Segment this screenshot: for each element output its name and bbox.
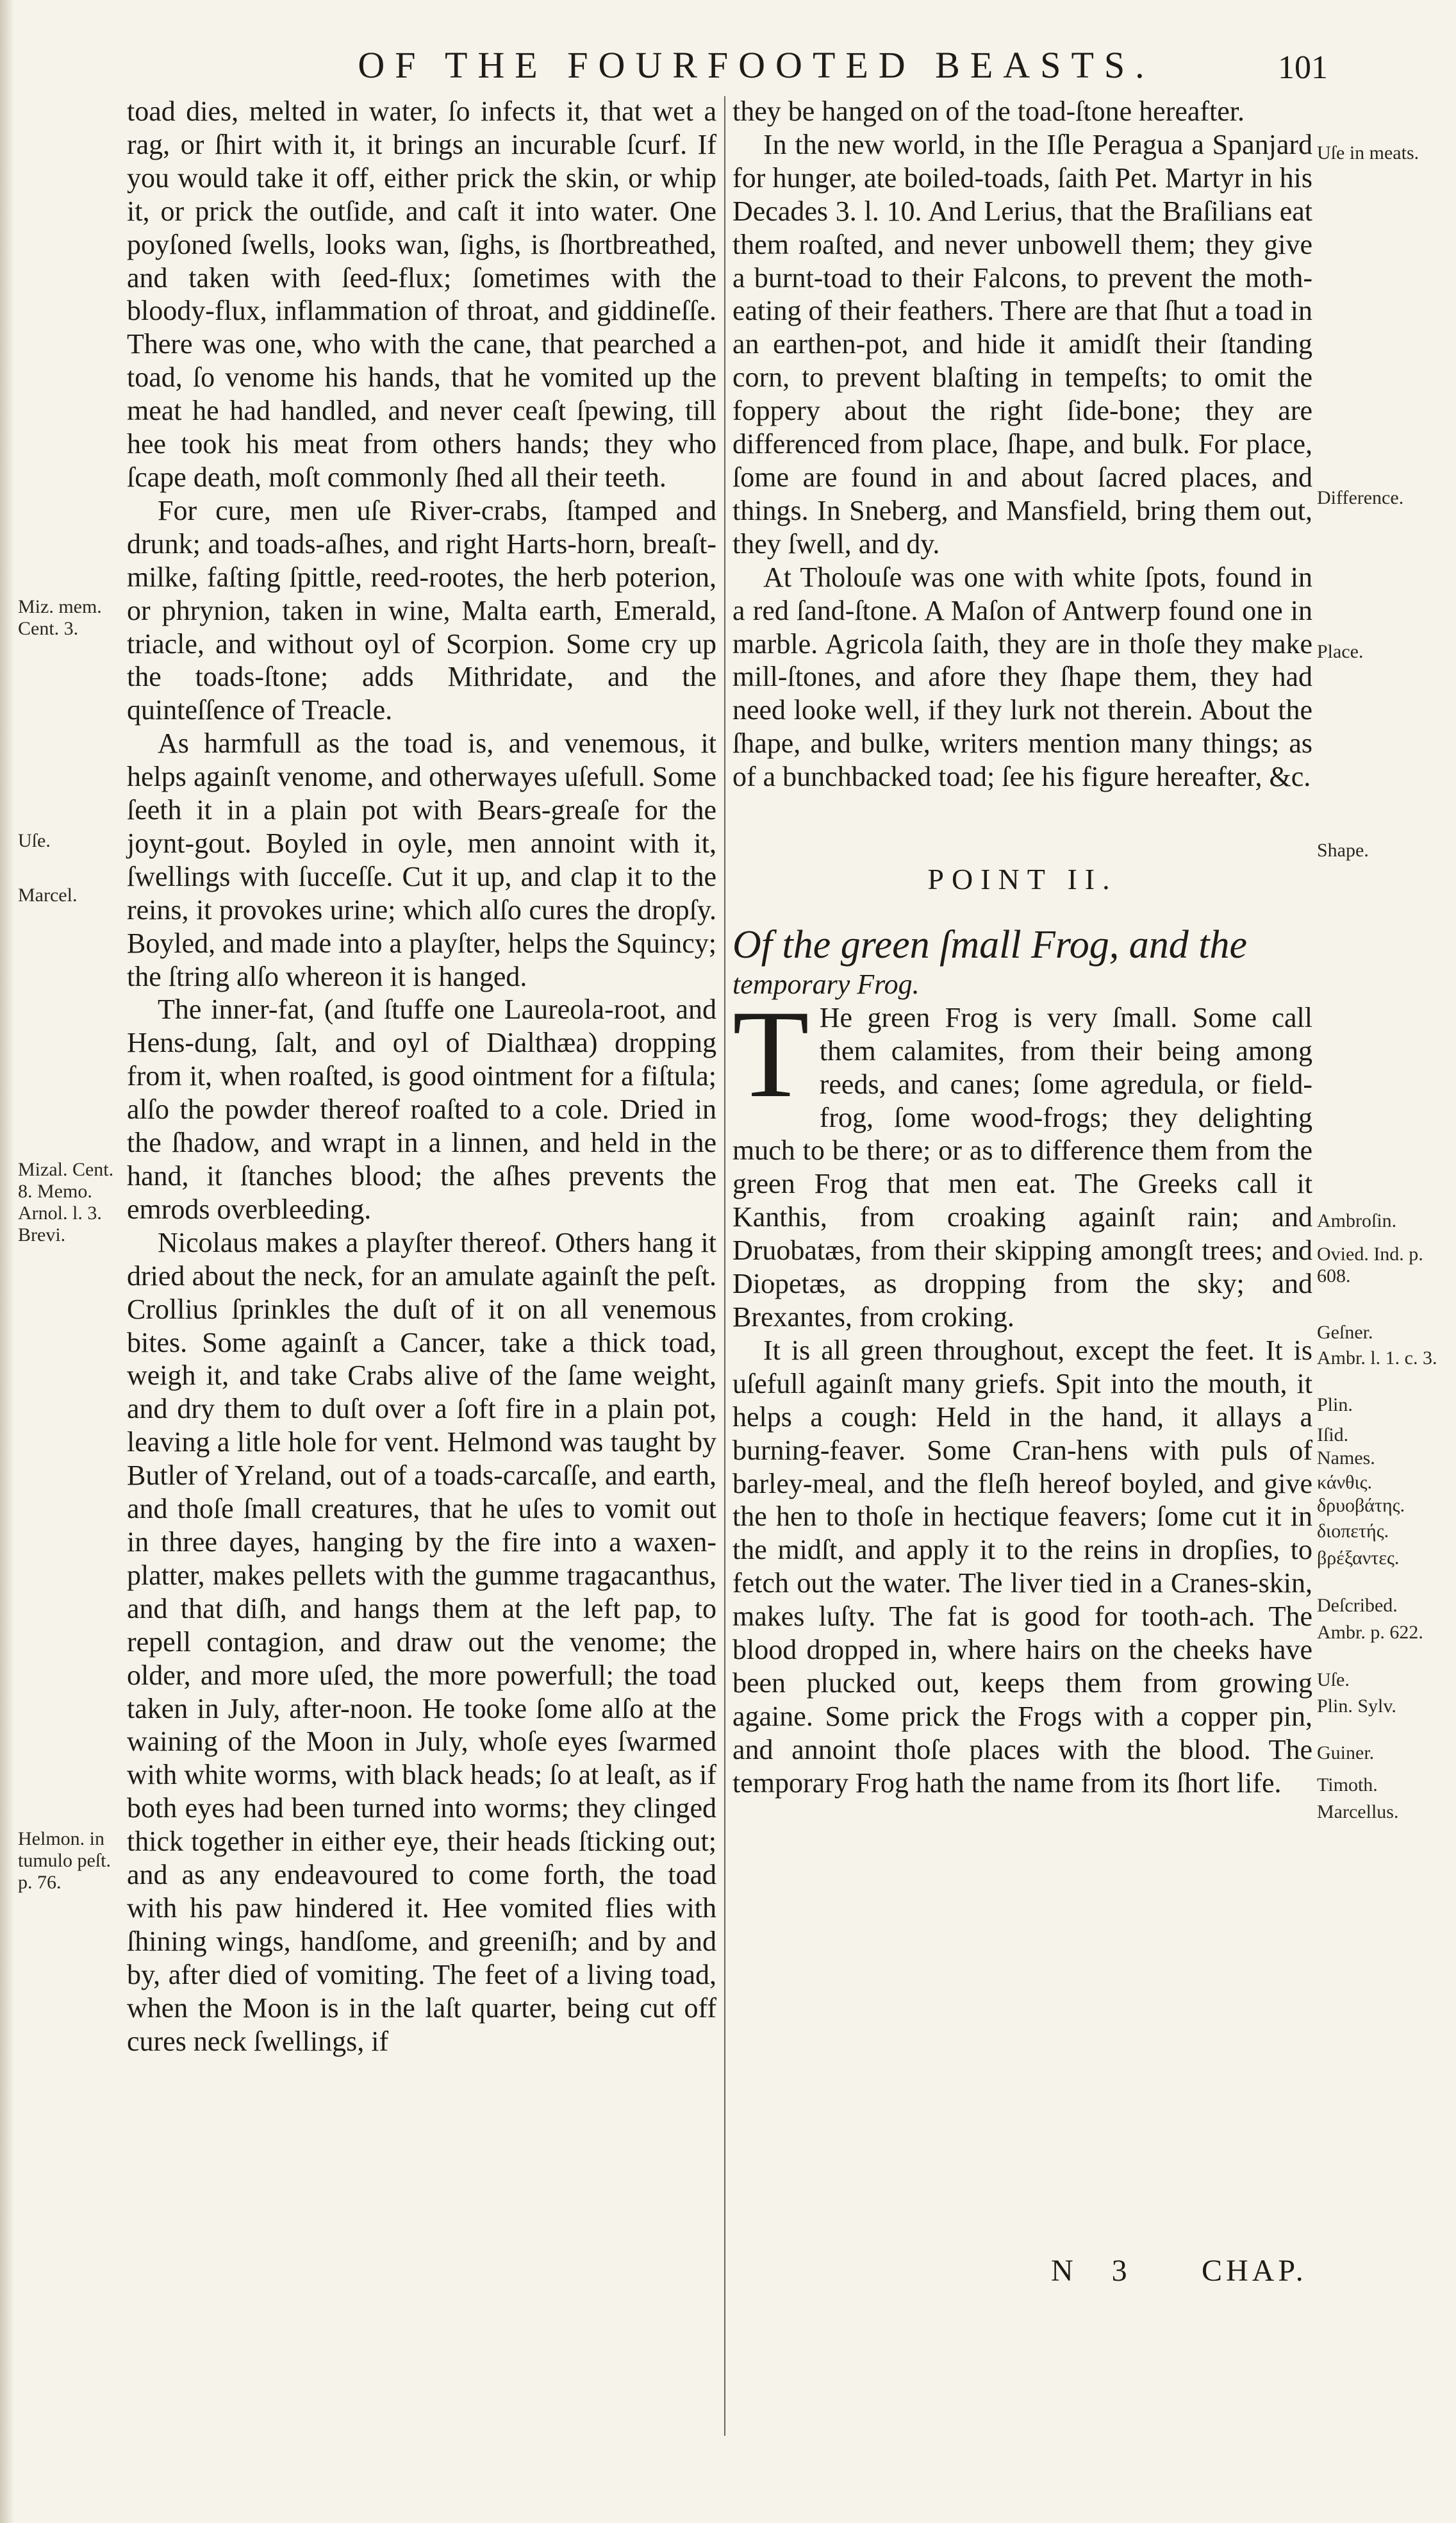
margin-note-right: Uſe.: [1317, 1669, 1350, 1690]
margin-note-right: Ambroſin.: [1317, 1210, 1397, 1231]
margin-note-right: Uſe in meats.: [1317, 142, 1419, 163]
margin-note-right: Geſner.: [1317, 1322, 1373, 1343]
page-spine-shadow: [0, 0, 14, 2523]
section-paragraph-text: He green Frog is very ſmall. Some call them calamites, from their being among reeds, and canes; ſome agredula, or field-frog, ſome wood-frogs; they delighting much to be there; or as to difference them from the green Frog that men eat. The Greeks call it Kanthis, from croaking againſt rain; and Druobatæs, from their skipping amongſt trees; and Diopetæs, as dropping from the sky; and Brexantes, from croking.: [732, 1001, 1312, 1333]
page-number: 101: [1278, 49, 1328, 86]
margin-note-right: Names.: [1317, 1447, 1375, 1469]
margin-note-right: Iſid.: [1317, 1424, 1349, 1445]
running-head: OF THE FOURFOOTED BEASTS.: [358, 44, 1155, 86]
paragraph: The inner-fat, (and ſtuffe one Laureola-root, and Hens-dung, ſalt, and oyl of Dialthæa) dropping from it, when roaſted, is good ointment for a fiſtula; alſo the powder thereof roaſted to a cole. Dried in the ſhadow, and wrapt in a linnen, and held in the hand, it ſtanches blood; the aſhes prevents the emrods overbleeding.: [127, 994, 716, 1225]
margin-note-right: Ambr. l. 1. c. 3.: [1317, 1347, 1437, 1369]
section-title: Of the green ſmall Frog, and the: [732, 922, 1248, 967]
paragraph: As harmfull as the toad is, and venemous, it helps againſt venome, and otherwayes uſefull. Some ſeeth it in a plain pot with Bears-greaſe for the joynt-gout. Boyled in oyle, men annoint with it, ſwellings with ſucceſſe. Cut it up, and clap it to the reins, it provokes urine; which alſo cures the dropſy. Boyled, and made into a playſter, helps the Squincy; the ſtring alſo whereon it is hanged.: [127, 728, 716, 992]
signature-mark: N 3: [1051, 2254, 1143, 2288]
margin-note-right: βρέξαντες.: [1317, 1547, 1400, 1569]
paragraph: At Tholouſe was one with white ſpots, found in a red ſand-ſtone. A Maſon of Antwerp found one in marble. Agricola ſaith, they are in thoſe they make mill-ſtones, and afore they ſhape them, they had need looke well, if they lurk not therein. About the ſhape, and bulke, writers mention many things; as of a bunchbacked toad; ſee his figure hereafter, &c.: [732, 561, 1312, 793]
right-column: [732, 95, 1312, 1800]
margin-note-right: Difference.: [1317, 487, 1404, 508]
margin-note-left: Marcel.: [18, 885, 78, 906]
margin-note-right: Marcellus.: [1317, 1801, 1399, 1822]
margin-note-right: Plin. Sylv.: [1317, 1695, 1396, 1717]
margin-note-right: δρυοβάτης.: [1317, 1495, 1405, 1516]
point-heading: POINT II.: [927, 863, 1118, 896]
column-divider: [724, 96, 725, 2436]
paragraph: Nicolaus makes a playſter thereof. Others hang it dried about the neck, for an amulate againſt the peſt. Crollius ſprinkles the duſt of it on all venemous bites. Some againſt a Cancer, take a thick toad, weigh it, and take Crabs alive of the ſame weight, and dry them to duſt over a ſoft fire in a plain pot, leaving a litle hole for vent. Helmond was taught by Butler of Yreland, out of a toads-carcaſſe, and earth, and thoſe ſmall creatures, that he uſes to vomit out in three dayes, hanging by the fire into a waxen-platter, makes pellets with the gumme tragacanthus, and that diſh, and hangs them at the left pap, to repell contagion, and draw out the venome; the older, and more uſed, the more powerfull; the toad taken in July, after-noon. He tooke ſome alſo at the waining of the Moon in July, whoſe eyes ſwarmed with white worms, with black heads; ſo at leaſt, as if both eyes had been turned into worms; they clinged thick together in either eye, their heads ſticking out; and as any endeavoured to come forth, the toad with his paw hindered it. Hee vomited flies with ſhining wings, handſome, and greeniſh; and by and by, after died of vomiting. The feet of a living toad, when the Moon is in the laſt quarter, being cut off cures neck ſwellings, if: [127, 1226, 716, 2057]
margin-note-left: Helmon. in tumulo peſt. p. 76.: [18, 1828, 111, 1893]
margin-note-right: Shape.: [1317, 840, 1369, 861]
margin-note-right: κάνθις.: [1317, 1472, 1372, 1493]
margin-note-left: Mizal. Cent. 8. Memo. Arnol. l. 3. Brevi.: [18, 1159, 114, 1245]
section-subtitle: temporary Frog.: [732, 968, 920, 1000]
drop-cap: T: [732, 984, 809, 1124]
margin-note-right: Guiner.: [1317, 1742, 1375, 1763]
paragraph: they be hanged on of the toad-ſtone hereafter.: [732, 96, 1245, 127]
section-paragraph: It is all green throughout, except the feet. It is uſefull againſt many griefs. Spit into the mouth, it helps a cough: Held in the hand, it allays a burning-feaver. Some Cran-hens with puls of barley-meal, and the fleſh hereof boyled, and give the hen to thoſe in hectique feavers; ſome cut it in the midſt, and apply it to the reins in dropſies, to fetch out the water. The liver tied in a Cranes-skin, makes luſty. The fat is good for tooth-ach. The blood dropped in, where hairs on the cheeks have been plucked out, keeps them from growing againe. Some prick the Frogs with a copper pin, and annoint thoſe places with the blood. The temporary Frog hath the name from its ſhort life.: [732, 1334, 1312, 1799]
margin-note-right: Ambr. p. 622.: [1317, 1622, 1423, 1643]
margin-note-left: Uſe.: [18, 830, 51, 851]
paragraph: toad dies, melted in water, ſo infects it, that wet a rag, or ſhirt with it, it brings an incurable ſcurf. If you would take it off, either prick the skin, or whip it, or prick the outſide, and caſt it into water. One poyſoned ſwells, looks wan, ſighs, is ſhortbreathed, and taken with ſeed-flux; ſometimes with the bloody-flux, inflammation of throat, and giddineſſe. There was one, who with the cane, that pearched a toad, ſo venome his hands, that he vomited up the meat he had handled, and never ceaſt ſpewing, till hee took his meat from others hands; they who ſcape death, moſt commonly ſhed all their teeth.: [127, 96, 716, 493]
paragraph: In the new world, in the Iſle Peragua a Spanjard for hunger, ate boiled-toads, ſaith Pet. Martyr in his Decades 3. l. 10. And Lerius, that the Braſilians eat them roaſted, and never unbowell them; they give a burnt-toad to their Falcons, to prevent the moth-eating of their feathers. There are that ſhut a toad in an earthen-pot, and hide it amidſt their ſtanding corn, to prevent blaſting in tempeſts; to omit the foppery about the right ſide-bone; they are differenced from place, ſhape, and bulk. For place, ſome are found in and about ſacred places, and things. In Sneberg, and Mansfield, bring them out, they ſwell, and dy.: [732, 128, 1312, 560]
paragraph: For cure, men uſe River-crabs, ſtamped and drunk; and toads-aſhes, and right Harts-horn, breaſt-milke, faſting ſpittle, reed-rootes, the herb poterion, or phrynion, taken in wine, Malta earth, Emerald, triacle, and without oyl of Scorpion. Some cry up the toads-ſtone; adds Mithridate, and the quinteſſence of Treacle.: [127, 494, 716, 726]
margin-note-right: Place.: [1317, 641, 1364, 662]
margin-note-right: Timoth.: [1317, 1774, 1378, 1795]
margin-note-right: Ovied. Ind. p. 608.: [1317, 1244, 1423, 1286]
margin-note-right: Deſcribed.: [1317, 1595, 1398, 1616]
margin-note-right: Plin.: [1317, 1394, 1353, 1415]
margin-note-right: διοπετής.: [1317, 1520, 1389, 1542]
catchword: CHAP.: [1202, 2254, 1307, 2288]
margin-note-left: Miz. mem. Cent. 3.: [18, 596, 102, 639]
left-column: [127, 95, 716, 2058]
